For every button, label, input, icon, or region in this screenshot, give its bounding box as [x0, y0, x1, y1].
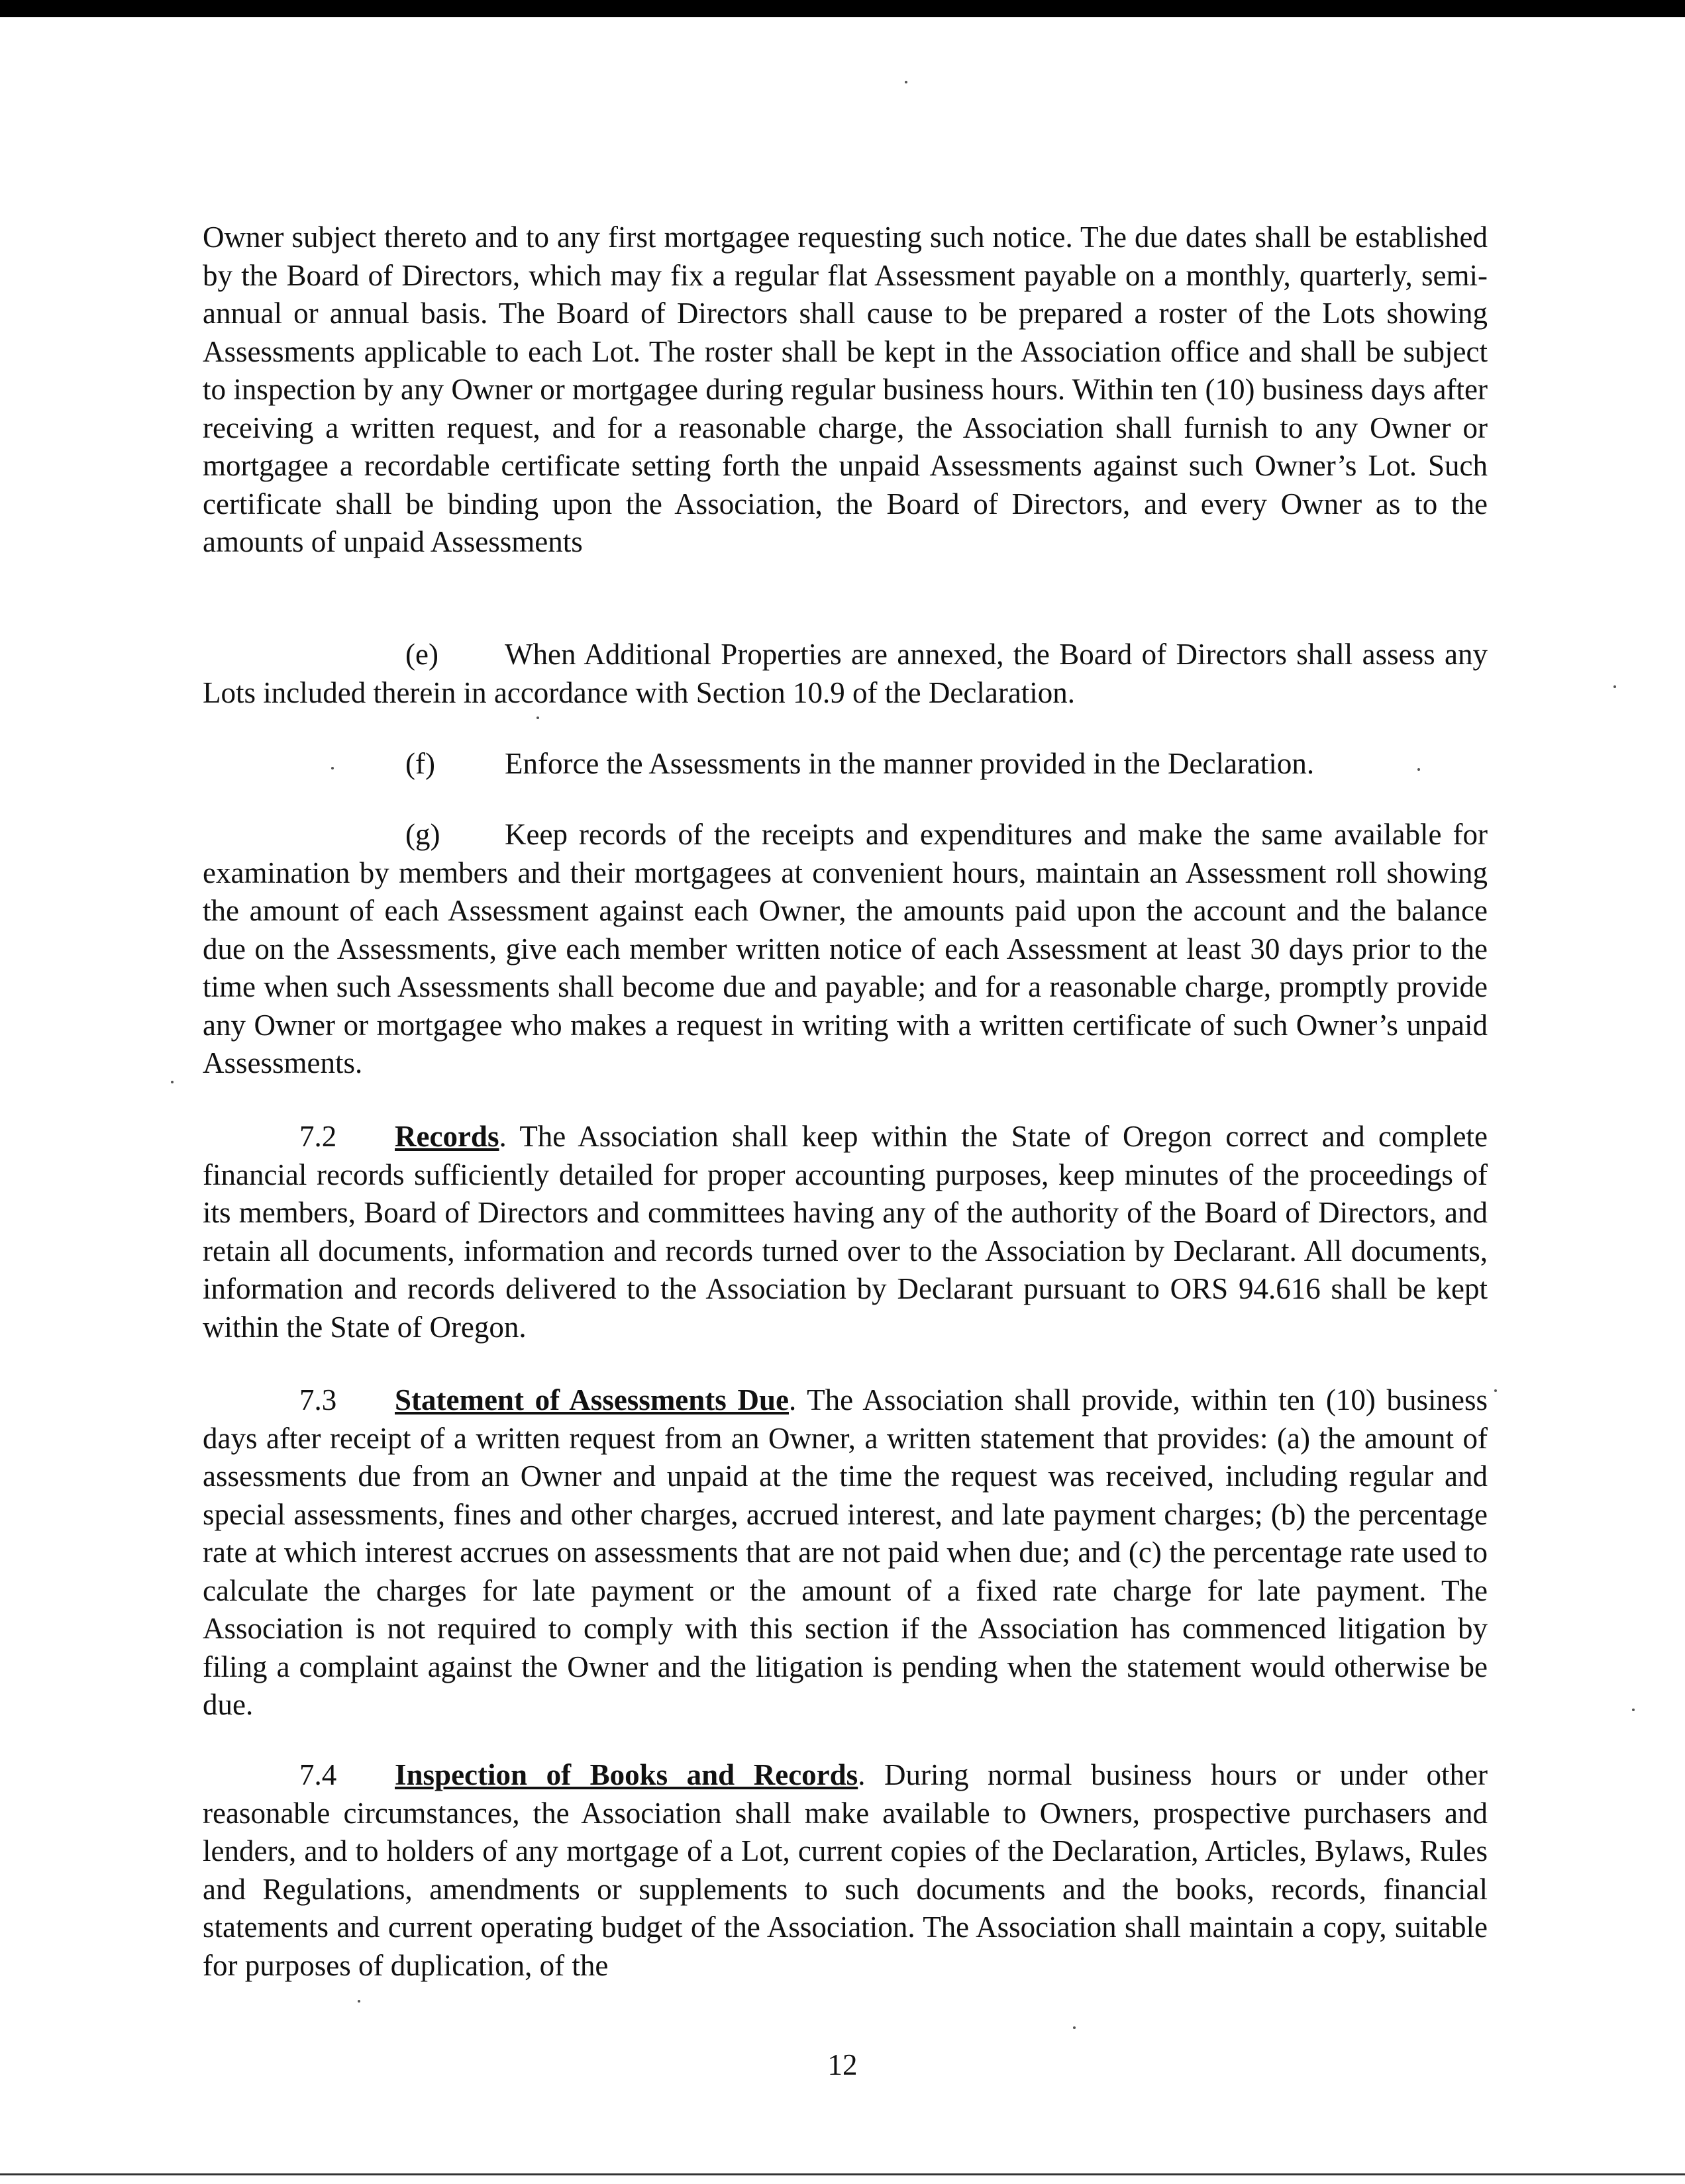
item-e-paragraph	[203, 636, 1488, 712]
section-7-2-text: . The Association shall keep within the State of Oregon correct and complete financial records sufficiently detailed for proper accounting purposes, keep minutes of the proceedings of its members, Board of Directors and committees having any of the authority of the Board of Directors, and retain all documents, information and records turned over to the Association by Declarant. All documents, information and records delivered to the Association by Declarant pursuant to ORS 94.616 shall be kept within the State of Oregon.	[203, 1120, 1488, 1344]
section-7-2-heading: Records	[395, 1120, 499, 1153]
scan-top-border	[0, 0, 1685, 17]
scan-speck	[171, 1081, 174, 1083]
item-f-paragraph	[203, 745, 1488, 783]
item-g-paragraph	[203, 816, 1488, 1083]
section-7-3-heading: Statement of Assessments Due	[395, 1383, 789, 1416]
section-7-4-text: . During normal business hours or under other reasonable circumstances, the Association shall make available to Owners, prospective purchasers and lenders, and to holders of any mortgage of a Lot, current copies of the Declaration, Articles, Bylaws, Rules and Regulations, amendments or supplements to such documents and the books, records, financial statements and current operating budget of the Association. The Association shall maintain a copy, suitable for purposes of duplication, of the	[203, 1758, 1488, 1982]
scan-bottom-border	[0, 2173, 1685, 2175]
item-g-label: (g)	[405, 818, 440, 851]
continued-paragraph	[203, 219, 1488, 562]
section-7-4-number: 7.4	[299, 1758, 337, 1791]
page-number: 12	[827, 2048, 858, 2081]
section-7-3-number: 7.3	[299, 1383, 337, 1416]
scan-speck	[1073, 2026, 1076, 2029]
continued-paragraph-text: Owner subject thereto and to any first mortgagee requesting such notice. The due dates shall be established by the Board of Directors, which may fix a regular flat Assessment payable on a monthly, quarterly, semi-annual or annual basis. The Board of Directors shall cause to be prepared a roster of the Lots showing Assessments applicable to each Lot. The roster shall be kept in the Association office and shall be subject to inspection by any Owner or mortgagee during regular business hours. Within ten (10) business days after receiving a written request, and for a reasonable charge, the Association shall furnish to any Owner or mortgagee a recordable certificate setting forth the unpaid Assessments against such Owner’s Lot. Such certificate shall be binding upon the Association, the Board of Directors, and every Owner as to the amounts of unpaid Assessments	[203, 221, 1488, 558]
scan-speck	[1613, 685, 1616, 688]
section-7-4	[203, 1756, 1488, 1985]
scan-speck	[536, 717, 539, 719]
item-g-text: Keep records of the receipts and expenditures and make the same available for examination by members and their mortgagees at convenient hours, maintain an Assessment roll showing the amount of each Assessment against each Owner, the amounts paid upon the account and the balance due on the Assessments, give each member written notice of each Assessment at least 30 days prior to the time when such Assessments shall become due and payable; and for a reasonable charge, promptly provide any Owner or mortgagee who makes a request in writing with a written certificate of such Owner’s unpaid Assessments.	[203, 818, 1488, 1079]
section-7-4-heading: Inspection of Books and Records	[395, 1758, 858, 1791]
section-7-3-text: . The Association shall provide, within ten (10) business days after receipt of a written request from an Owner, a written statement that provides: (a) the amount of assessments due from an Owner and unpaid at the time the request was received, including regular and special assessments, fines and other charges, accrued interest, and late payment charges; (b) the percentage rate at which interest accrues on assessments that are not paid when due; and (c) the percentage rate used to calculate the charges for late payment or the amount of a fixed rate charge for late payment. The Association is not required to comply with this section if the Association has commenced litigation by filing a complaint against the Owner and the litigation is pending when the statement would otherwise be due.	[203, 1383, 1488, 1721]
item-f-label: (f)	[405, 747, 435, 780]
section-7-2-number: 7.2	[299, 1120, 337, 1153]
section-7-2	[203, 1118, 1488, 1346]
item-f-text: Enforce the Assessments in the manner provided in the Declaration.	[505, 747, 1315, 780]
item-e-text: When Additional Properties are annexed, the Board of Directors shall assess any Lots included therein in accordance with Section 10.9 of the Declaration.	[203, 638, 1488, 709]
scan-speck	[905, 81, 907, 83]
scan-speck	[1494, 1389, 1497, 1392]
item-e-label: (e)	[405, 638, 438, 671]
section-7-3	[203, 1381, 1488, 1724]
scan-speck	[1632, 1709, 1635, 1711]
scan-speck	[358, 2000, 360, 2003]
